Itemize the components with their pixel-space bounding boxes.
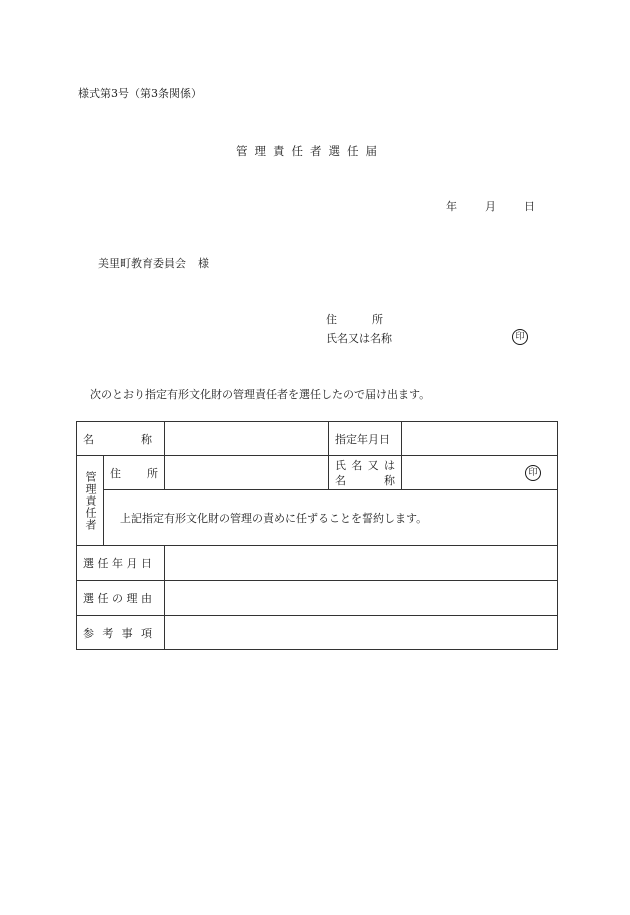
manager-label: 管理責任者 (77, 456, 104, 546)
table-row (77, 546, 558, 581)
property-name-label: 名 称 (77, 422, 165, 456)
pledge-text: 上記指定有形文化財の管理の責めに任ずることを誓約します。 (104, 490, 558, 546)
day-label: 日 (524, 200, 535, 213)
manager-name-field[interactable] (402, 456, 558, 490)
seal-mark: 印 (525, 465, 541, 481)
table-row (77, 616, 558, 650)
applicant-name-label: 氏名又は名称 (326, 332, 392, 345)
property-name-field[interactable] (165, 422, 329, 456)
notes-label: 参考事項 (77, 616, 165, 650)
table-row (77, 490, 558, 546)
addressee-name: 美里町教育委員会 (98, 257, 186, 270)
addressee-honorific: 様 (198, 257, 209, 270)
table-row (77, 581, 558, 616)
address-label-2: 所 (372, 313, 383, 326)
notes-field[interactable] (165, 616, 558, 650)
applicant-address-label (326, 311, 383, 327)
statement-text: 次のとおり指定有形文化財の管理責任者を選任したので届け出ます。 (90, 388, 431, 401)
appointment-reason-field[interactable] (165, 581, 558, 616)
manager-address-field[interactable] (165, 456, 329, 490)
designation-date-label: 指定年月日 (329, 422, 402, 456)
appointment-date-field[interactable] (165, 546, 558, 581)
address-label-1: 住 (326, 313, 337, 326)
manager-name-label: 氏名又は 名 称 (329, 456, 402, 490)
document-title: 管理責任者選任届 (236, 144, 384, 158)
table-row (77, 456, 558, 490)
manager-address-label: 住 所 (104, 456, 165, 490)
date-line (446, 198, 535, 214)
manager-form-table (76, 421, 558, 650)
designation-date-field[interactable] (402, 422, 558, 456)
year-label: 年 (446, 200, 457, 213)
appointment-date-label: 選任年月日 (77, 546, 165, 581)
month-label: 月 (485, 200, 496, 213)
seal-mark: 印 (512, 329, 528, 345)
appointment-reason-label: 選任の理由 (77, 581, 165, 616)
table-row (77, 422, 558, 456)
addressee (98, 255, 209, 271)
form-number: 様式第3号（第3条関係） (78, 87, 202, 100)
